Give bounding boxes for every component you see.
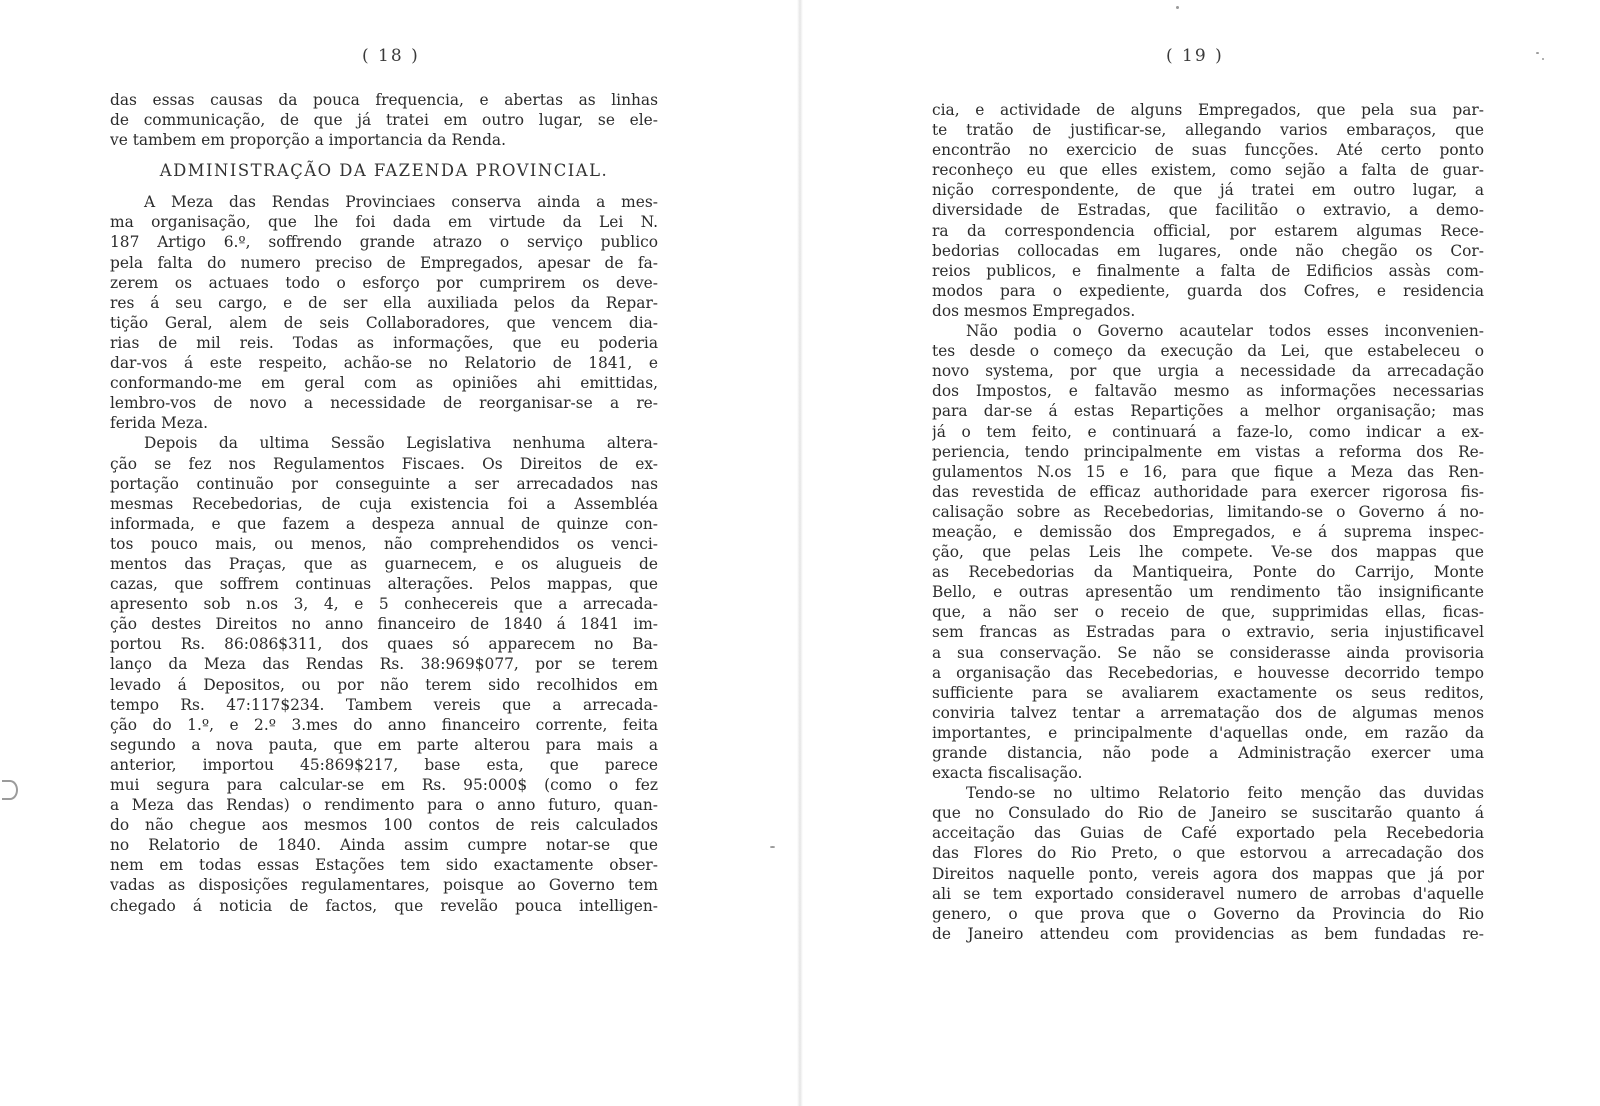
section-heading: ADMINISTRAÇÃO DA FAZENDA PROVINCIAL. [159, 161, 609, 181]
text-line: reios publicos, e finalmente a falta de Edificios assàs com- [932, 261, 1484, 280]
text-line: no Relatorio de 1840. Ainda assim cumpre notar-se que [110, 836, 658, 855]
text-line: nição correspondente, de que já tratei em outro lugar, a [932, 181, 1484, 200]
text-line: ma organisação, que lhe foi dada em virtude da Lei N. [110, 213, 658, 232]
text-line: já o tem feito, e continuará a faze-lo, como indicar a ex- [932, 422, 1484, 441]
text-line: Tendo-se no ultimo Relatorio feito menção das duvidas [966, 784, 1484, 803]
text-line: das Flores do Rio Preto, o que estorvou a arrecadação dos [932, 844, 1484, 863]
text-line: ção se fez nos Regulamentos Fiscaes. Os Direitos de ex- [110, 454, 658, 473]
text-line: te tratão de justificar-se, allegando varios embaraços, que [932, 121, 1484, 140]
text-line: Depois da ultima Sessão Legislativa nenhuma altera- [144, 434, 658, 453]
text-line: acceitação das Guias de Café exportado pela Recebedoria [932, 824, 1484, 843]
text-line: rias de mil reis. Todas as informações, que eu poderia [110, 333, 658, 352]
text-line: levado á Depositos, ou por não terem sido recolhidos em [110, 675, 658, 694]
text-line: A Meza das Rendas Provinciaes conserva ainda a mes- [144, 193, 658, 212]
text-line: dar-vos á este respeito, achão-se no Relatorio de 1841, e [110, 354, 658, 373]
text-line: tes desde o começo da execução da Lei, que estabeleceu o [932, 342, 1484, 361]
text-line: das revestida de efficaz authoridade para exercer rigorosa fis- [932, 482, 1484, 501]
ink-speck [1542, 58, 1544, 60]
text-line: informada, e que fazem a despeza annual de quinze con- [110, 514, 658, 533]
right-page-body [932, 100, 1484, 944]
text-line: de communicação, de que já tratei em outro lugar, se ele- [110, 111, 658, 130]
ink-speck [1176, 6, 1179, 9]
text-line: diversidade de Estradas, que facilitão o extravio, a demo- [932, 201, 1484, 220]
page-smudge-mark [2, 780, 18, 800]
text-line: modos para o expediente, guarda dos Cofres, e residencia [932, 281, 1484, 300]
text-line: sufficiente para se avaliarem exactamente os seus reditos, [932, 683, 1484, 702]
text-line: portou Rs. 86:086$311, dos quaes só apparecem no Ba- [110, 635, 658, 654]
text-line: que no Consulado do Rio de Janeiro se suscitarão quanto á [932, 804, 1484, 823]
text-line: gulamentos N.os 15 e 16, para que fique a Meza das Ren- [932, 462, 1484, 481]
page-number-right: ( 19 ) [1166, 46, 1224, 66]
text-line: lanço da Meza das Rendas Rs. 38:969$077, por se terem [110, 655, 658, 674]
text-line: chegado á noticia de factos, que revelão pouca intelligen- [110, 896, 658, 915]
text-line: do não chegue aos mesmos 100 contos de reis calculados [110, 816, 658, 835]
page-number-left: ( 18 ) [362, 46, 420, 66]
text-line: tos pouco mais, ou menos, não comprehendidos os venci- [110, 534, 658, 553]
text-line: lembro-vos de novo a necessidade de reorganisar-se a re- [110, 394, 658, 413]
text-line: mesmas Recebedorias, de cuja existencia foi a Assembléa [110, 494, 658, 513]
text-line: ra da correspondencia official, por estarem algumas Rece- [932, 221, 1484, 240]
text-line: pela falta do numero preciso de Empregados, apesar de fa- [110, 253, 658, 272]
text-line: Direitos naquelle ponto, vereis agora dos mappas que já por [932, 864, 1484, 883]
text-line: cazas, que soffrem continuas alterações. Pelos mappas, que [110, 575, 658, 594]
text-line: mui segura para calcular-se em Rs. 95:000$ (como o fez [110, 776, 658, 794]
text-line: reconheço eu que elles existem, como sejão a falta de guar- [932, 161, 1484, 180]
ink-speck [1536, 52, 1539, 54]
text-line: vadas as disposições regulamentares, poisque ao Governo tem [110, 876, 658, 895]
text-line: grande distancia, não pode a Administração exercer uma [932, 744, 1484, 762]
text-line: conformando-me em geral com as opiniões ahi emittidas, [110, 374, 658, 393]
text-line: ve tambem em proporção a importancia da Renda. [110, 131, 506, 150]
text-line: tição Geral, alem de seis Collaboradores, que vencem dia- [110, 313, 658, 332]
text-line: para dar-se á estas Repartições a melhor organisação; mas [932, 402, 1484, 421]
text-line: a Meza das Rendas) o rendimento para o anno futuro, quan- [110, 796, 658, 815]
text-line: ferida Meza. [110, 414, 209, 433]
text-line: Bello, e outras apresentão um rendimento tão insignificante [932, 583, 1484, 602]
text-line: a organisação das Recebedorias, e houvesse decorrido tempo [932, 663, 1484, 682]
text-line: meação, e demissão dos Empregados, e á suprema inspec- [932, 522, 1484, 541]
text-line: cia, e actividade de alguns Empregados, que pela sua par- [932, 101, 1484, 119]
text-line: as Recebedorias da Mantiqueira, Ponte do Carrijo, Monte [932, 563, 1484, 582]
text-line: ção do 1.º, e 2.º 3.mes do anno financeiro corrente, feita [110, 715, 658, 734]
text-line: calisação sobre as Recebedorias, limitando-se o Governo á no- [932, 502, 1484, 521]
left-page-body [110, 90, 658, 916]
ink-speck [770, 846, 775, 848]
text-line: importantes, e principalmente d'aquellas onde, em razão da [932, 723, 1484, 742]
text-line: nem em todas essas Estações tem sido exactamente obser- [110, 856, 658, 875]
text-line: dos mesmos Empregados. [932, 301, 1136, 320]
text-line: zerem os actuaes todo o esforço por cumprirem os deve- [110, 273, 658, 292]
text-line: que, a não ser o receio de que, supprimidas ellas, ficas- [932, 603, 1484, 622]
right-page [800, 0, 1600, 1106]
text-line: das essas causas da pouca frequencia, e abertas as linhas [110, 91, 658, 109]
text-line: portação continuão por conseguinte a ser arrecadados nas [110, 474, 658, 493]
text-line: genero, o que prova que o Governo da Provincia do Rio [932, 904, 1484, 923]
text-line: ção, que pelas Leis lhe compete. Ve-se dos mappas que [932, 543, 1484, 562]
text-line: de Janeiro attendeu com providencias as bem fundadas re- [932, 924, 1484, 943]
text-line: ali se tem exportado consideravel numero de arrobas d'aquelle [932, 884, 1484, 903]
text-line: novo systema, por que urgia a necessidade da arrecadação [932, 362, 1484, 381]
text-line: res á seu cargo, e de ser ella auxiliada pelos da Repar- [110, 293, 658, 312]
text-line: apresento sob n.os 3, 4, e 5 conhecereis que a arrecada- [110, 595, 658, 614]
text-line: a sua conservação. Se não se considerasse ainda provisoria [932, 643, 1484, 662]
text-line: dos Impostos, e faltavão mesmo as informações necessarias [932, 382, 1484, 401]
text-line: encontrão no exercicio de suas funcções. Até certo ponto [932, 141, 1484, 160]
text-line: Não podia o Governo acautelar todos esses inconvenien- [966, 322, 1484, 341]
text-line: sem francas as Estradas para o extravio, seria injustificavel [932, 623, 1484, 642]
text-line: periencia, tendo principalmente em vistas a reforma dos Re- [932, 442, 1484, 461]
text-line: anterior, importou 45:869$217, base esta, que parece [110, 755, 658, 774]
text-line: segundo a nova pauta, que em parte alterou para mais a [110, 735, 658, 754]
text-line: mentos das Praças, que as guarnecem, e os alugueis de [110, 554, 658, 573]
text-line: 187 Artigo 6.º, soffrendo grande atrazo o serviço publico [110, 233, 658, 252]
text-line: conviria talvez tentar a arrematação dos de algumas menos [932, 703, 1484, 722]
text-line: bedorias collocadas em lugares, onde não chegão os Cor- [932, 241, 1484, 260]
text-line: tempo Rs. 47:117$234. Tambem vereis que a arrecada- [110, 695, 658, 714]
text-line: ção destes Direitos no anno financeiro de 1840 á 1841 im- [110, 615, 658, 634]
text-line: exacta fiscalisação. [932, 764, 1083, 783]
